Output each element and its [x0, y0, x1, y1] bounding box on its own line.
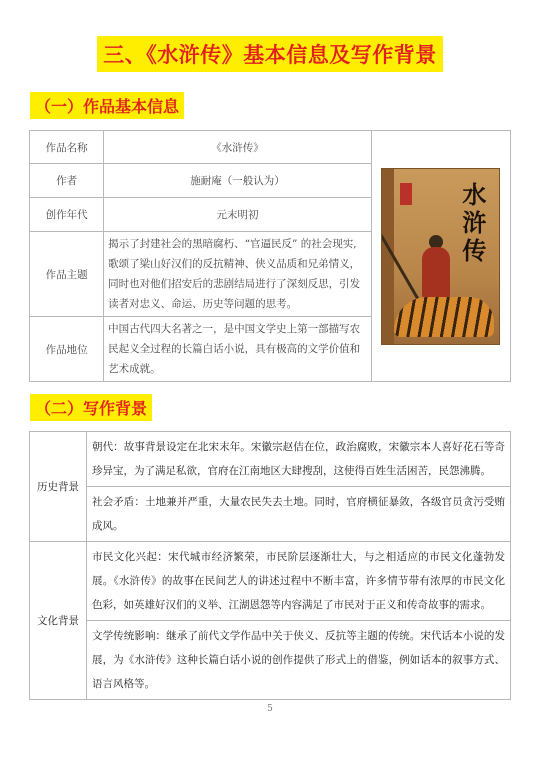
row-label: 创作年代: [30, 198, 104, 232]
row-label: 作者: [30, 164, 104, 198]
group-item: 文学传统影响：继承了前代文学作品中关于侠义、反抗等主题的传统。宋代话本小说的发展，为《水浒传》这种长篇白话小说的创作提供了形式上的借鉴，例如话本的叙事方式、语言风格等。: [87, 621, 511, 700]
hero-figure-icon: [422, 247, 450, 299]
row-value: 施耐庵（一般认为）: [104, 164, 372, 198]
info-table: [29, 130, 511, 382]
book-cover-image: [381, 168, 500, 345]
row-value: 揭示了封建社会的黑暗腐朽、“官逼民反” 的社会现实, 歌颂了梁山好汉们的反抗精神、侠义品质和兄弟情义，同时也对他们招安后的悲剧结局进行了深刻反思，引发读者对忠义、命运、历史等问题的思考。: [104, 232, 372, 317]
table-row: [30, 542, 511, 621]
row-label: 作品地位: [30, 317, 104, 382]
tiger-icon: [394, 297, 494, 337]
group-label: 历史背景: [30, 432, 87, 542]
group-item: 社会矛盾：土地兼并严重，大量农民失去土地。同时，官府横征暴敛，各级官员贪污受贿成风。: [87, 487, 511, 542]
table-row: [30, 432, 511, 487]
cover-title: 水浒传: [462, 179, 487, 265]
row-value: 《水浒传》: [104, 131, 372, 164]
group-label: 文化背景: [30, 542, 87, 700]
table-row: [30, 487, 511, 542]
title-wrapper: [0, 36, 540, 72]
group-item: 朝代：故事背景设定在北宋末年。宋徽宗赵佶在位，政治腐败，宋徽宗本人喜好花石等奇珍异宝，为了满足私欲，官府在江南地区大肆搜刮，这使得百姓生活困苦，民怨沸腾。: [87, 432, 511, 487]
row-label: 作品主题: [30, 232, 104, 317]
section-heading-background: （二）写作背景: [30, 394, 152, 421]
page-title: 三、《水浒传》基本信息及写作背景: [97, 36, 443, 72]
background-table: [29, 431, 511, 700]
red-seal-icon: [400, 183, 412, 205]
table-row: [30, 621, 511, 700]
row-value: 元末明初: [104, 198, 372, 232]
group-item: 市民文化兴起：宋代城市经济繁荣，市民阶层逐渐壮大，与之相适应的市民文化蓬勃发展。《水浒传》的故事在民间艺人的讲述过程中不断丰富，许多情节带有浓厚的市民文化色彩，如英雄好汉们的义举、江湖恩怨等内容满足了市民对于正义和传奇故事的需求。: [87, 542, 511, 621]
row-value: 中国古代四大名著之一，是中国文学史上第一部描写农民起义全过程的长篇白话小说，具有极高的文学价值和艺术成就。: [104, 317, 372, 382]
table-row: [30, 131, 511, 164]
page-number: 5: [267, 704, 273, 714]
cover-cell: [371, 131, 510, 382]
section-heading-info: （一）作品基本信息: [30, 92, 184, 119]
row-label: 作品名称: [30, 131, 104, 164]
